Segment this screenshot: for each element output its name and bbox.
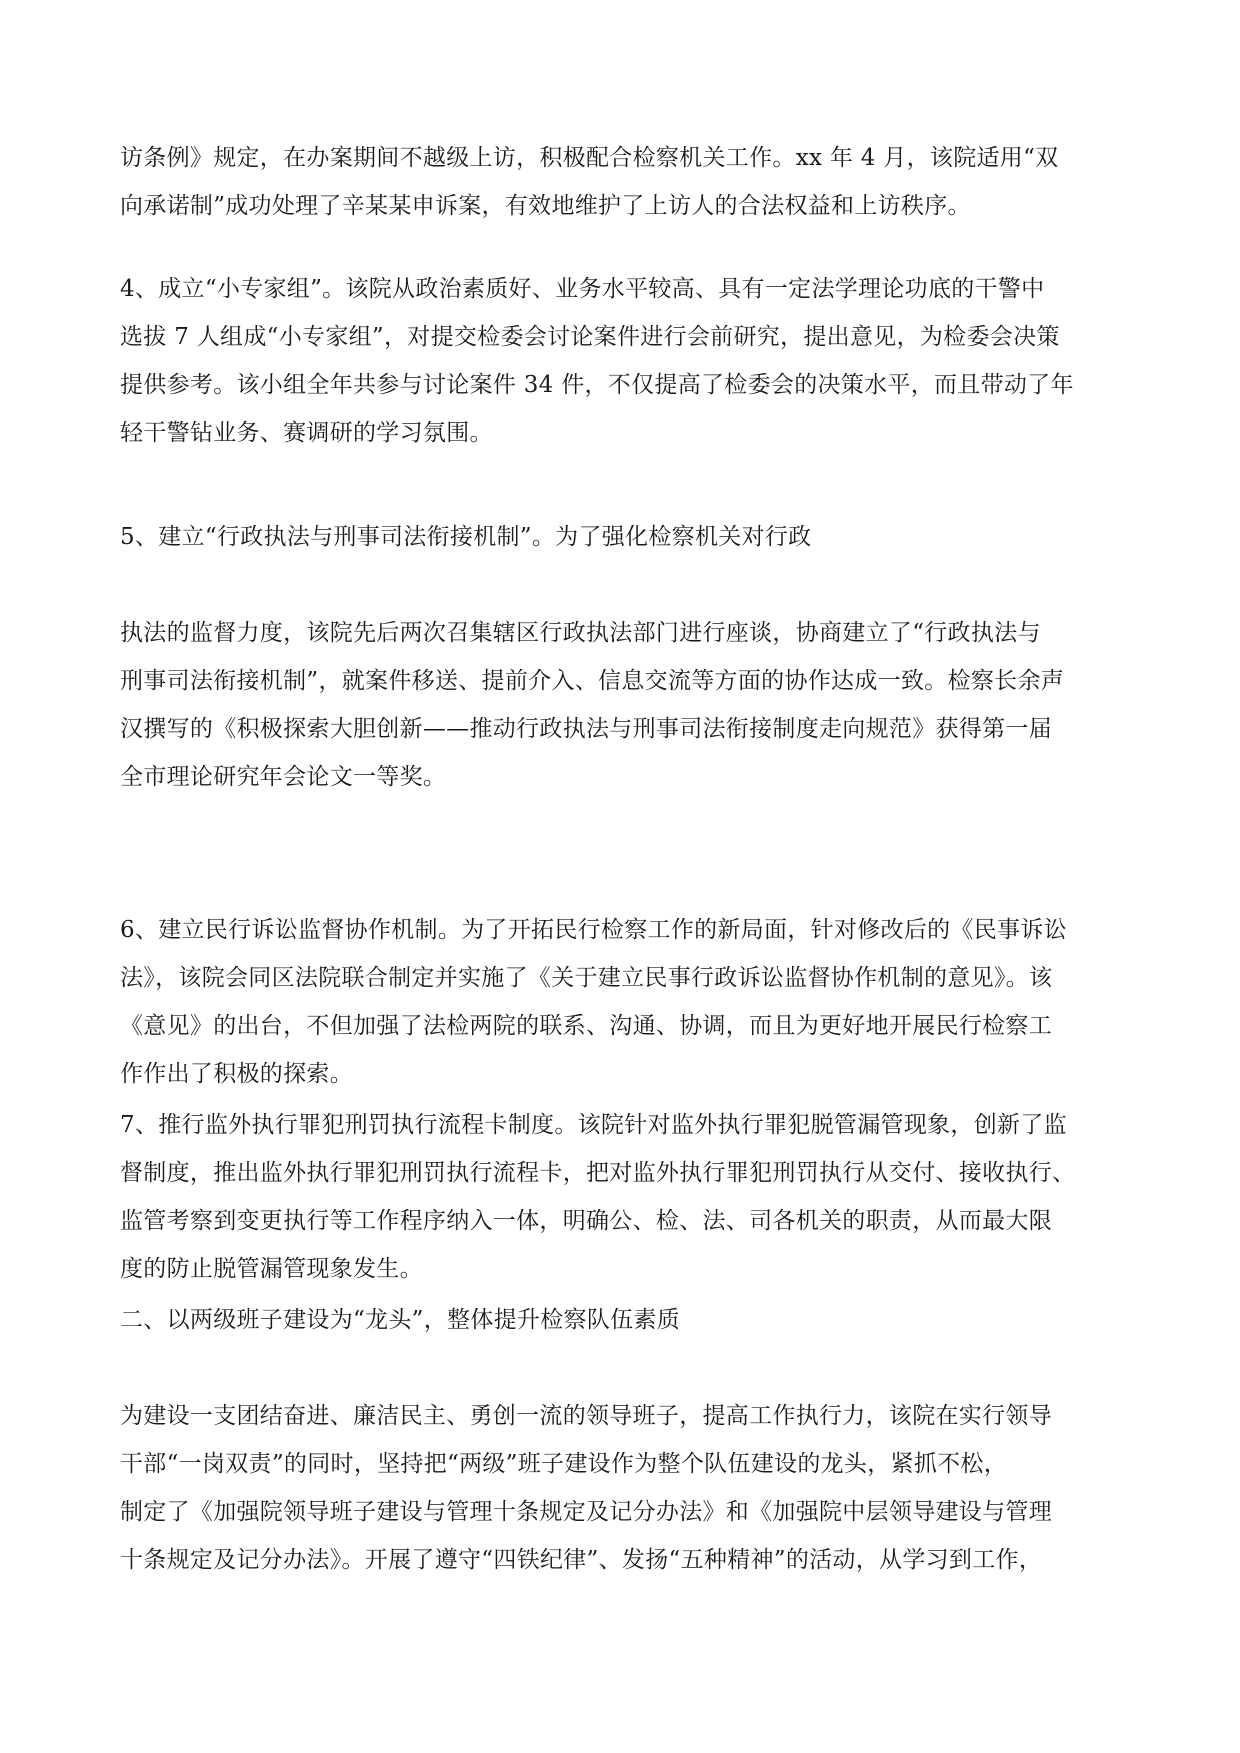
paragraph-sentence-execution: [120, 1101, 1128, 1293]
text-line: 干部“一岗双责”的同时，坚持把“两级”班子建设作为整个队伍建设的龙头，紧抓不松，: [120, 1451, 1008, 1477]
paragraph-leadership-building: [120, 1392, 1128, 1584]
text-line: 访条例》规定，在办案期间不越级上访，积极配合检察机关工作。xx 年 4 月，该院适用“双: [120, 145, 1059, 171]
text-line: 《意见》的出台，不但加强了法检两院的联系、沟通、协调，而且为更好地开展民行检察工: [120, 1013, 1052, 1039]
paragraph-expert-group: [120, 265, 1128, 457]
section-heading: [120, 1296, 1128, 1344]
text-line: 为建设一支团结奋进、廉洁民主、勇创一流的领导班子，提高工作执行力，该院在实行领导: [120, 1403, 1052, 1429]
text-line: 提供参考。该小组全年共参与讨论案件 34 件，不仅提高了检委会的决策水平，而且带动了年: [120, 372, 1074, 398]
text-line: 制定了《加强院领导班子建设与管理十条规定及记分办法》和《加强院中层领导建设与管理: [120, 1499, 1052, 1525]
text-line: 监管考察到变更执行等工作程序纳入一体，明确公、检、法、司各机关的职责，从而最大限: [120, 1208, 1052, 1234]
text-line: 4、成立“小专家组”。该院从政治素质好、业务水平较高、具有一定法学理论功底的干警中: [120, 276, 1045, 302]
text-line: 6、建立民行诉讼监督协作机制。为了开拓民行检察工作的新局面，针对修改后的《民事诉讼: [120, 917, 1067, 943]
paragraph-civil-litigation: [120, 906, 1128, 1098]
text-line: 向承诺制”成功处理了辛某某申诉案，有效地维护了上访人的合法权益和上访秩序。: [120, 193, 971, 219]
text-line: 全市理论研究年会论文一等奖。: [120, 764, 447, 790]
text-line: 督制度，推出监外执行罪犯刑罚执行流程卡，把对监外执行罪犯刑罚执行从交付、接收执行、: [120, 1160, 1076, 1186]
text-line: 执法的监督力度，该院先后两次召集辖区行政执法部门进行座谈，协商建立了“行政执法与: [120, 620, 1041, 646]
paragraph-enforcement-mechanism-heading: [120, 513, 1128, 561]
text-line: 度的防止脱管漏管现象发生。: [120, 1256, 423, 1282]
text-line: 轻干警钻业务、赛调研的学习氛围。: [120, 420, 493, 446]
text-line: 7、推行监外执行罪犯刑罚执行流程卡制度。该院针对监外执行罪犯脱管漏管现象，创新了监: [120, 1112, 1067, 1138]
text-line: 选拔 7 人组成“小专家组”，对提交检委会讨论案件进行会前研究，提出意见，为检委会决策: [120, 324, 1060, 350]
text-line: 十条规定及记分办法》。开展了遵守“四铁纪律”、发扬“五种精神”的活动，从学习到工作，: [120, 1547, 1043, 1573]
text-line: 作作出了积极的探索。: [120, 1061, 353, 1087]
text-line: 刑事司法衔接机制”，就案件移送、提前介入、信息交流等方面的协作达成一致。检察长余声: [120, 668, 1065, 694]
text-line: 5、建立“行政执法与刑事司法衔接机制”。为了强化检察机关对行政: [120, 524, 812, 550]
paragraph-enforcement-mechanism: [120, 609, 1128, 801]
paragraph-petition-regulations: [120, 134, 1128, 230]
text-line: 二、以两级班子建设为“龙头”，整体提升检察队伍素质: [120, 1307, 681, 1333]
text-line: 汉撰写的《积极探索大胆创新——推动行政执法与刑事司法衔接制度走向规范》获得第一届: [120, 716, 1052, 742]
text-line: 法》，该院会同区法院联合制定并实施了《关于建立民事行政诉讼监督协作机制的意见》。该: [120, 965, 1053, 991]
